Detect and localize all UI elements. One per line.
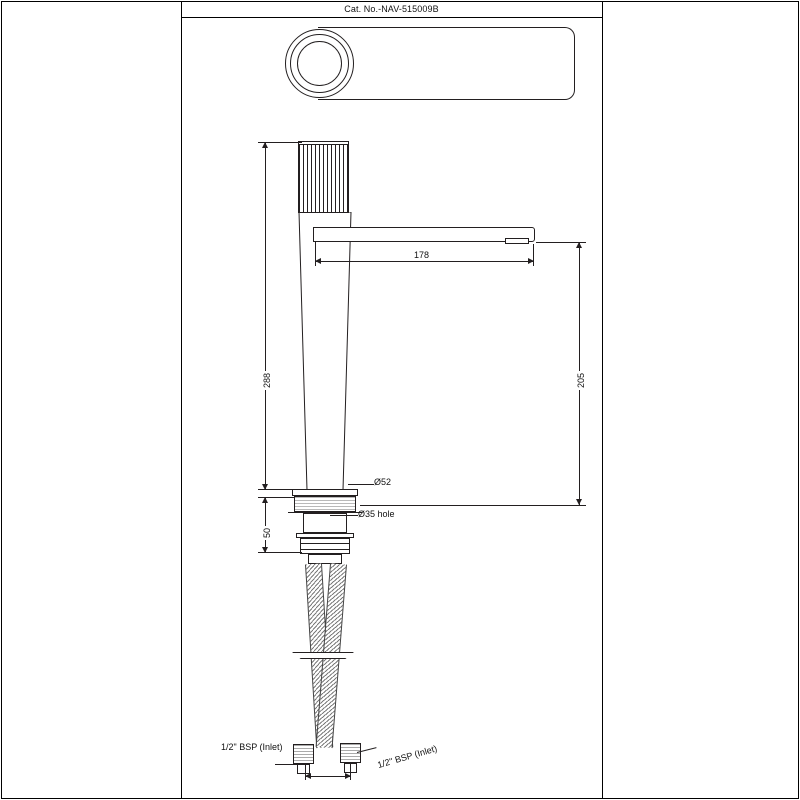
arrow-inlet-right [345,773,351,779]
leader-base-diameter [348,484,374,485]
arrow-belowdeck-bottom [262,547,268,553]
ext-line-spoutheight-bottom [360,505,586,506]
arrow-spout-left [315,258,321,264]
mounting-shank [303,513,347,533]
handle-top-cap [298,141,349,145]
hose-spreader-clip [292,652,354,659]
dim-label-overall-height: 288 [262,372,272,388]
callout-mounting-hole: Ø35 hole [358,509,395,519]
base-collar-hatched [294,496,356,512]
spout-arm [313,227,535,242]
arrow-inlet-left [305,773,311,779]
spout-aerator [505,238,529,244]
mounting-nut [300,538,350,554]
sheet-divider-left [181,1,182,799]
arrow-spout-right [528,258,534,264]
dim-line-spout-reach [315,261,534,262]
base-plate [292,489,358,496]
dim-line-overall-height [265,142,266,490]
nut-detail-line-2 [300,549,350,550]
inlet-nut-right [340,743,361,763]
top-view-neck-bottom-edge [331,99,391,100]
inlet-nut-left [293,744,314,764]
leader-mounting-hole [330,515,358,516]
dim-label-below-deck: 50 [262,527,272,538]
top-view-neck-top-edge [331,27,391,28]
dim-label-spout-height: 205 [576,372,586,388]
callout-inlet-left: 1/2" BSP (Inlet) [221,742,283,752]
callout-inlet-right: 1/2" BSP (Inlet) [376,743,439,770]
callout-base-diameter: Ø52 [374,477,392,487]
handle-knurled-cylinder [298,141,349,213]
top-view-handle-inner-ring [297,41,342,86]
nut-detail-line-1 [300,543,350,544]
arrow-spoutheight-bottom [576,499,582,505]
sheet-border [1,1,799,799]
top-view-spout [285,27,575,100]
dim-label-spout-reach: 178 [414,250,430,260]
arrow-overall-top [262,142,268,148]
title-block-rule [181,17,602,18]
arrow-spoutheight-top [576,242,582,248]
stem-below-deck [308,554,342,564]
sheet-divider-right [602,1,603,799]
top-view-spout-body [318,27,575,100]
leader-inlet-left [275,764,297,765]
faucet-body-outline [297,212,353,490]
catalog-number-label: Cat. No.-NAV-515009B [344,4,439,14]
arrow-belowdeck-top [262,497,268,503]
arrow-overall-bottom [262,484,268,490]
